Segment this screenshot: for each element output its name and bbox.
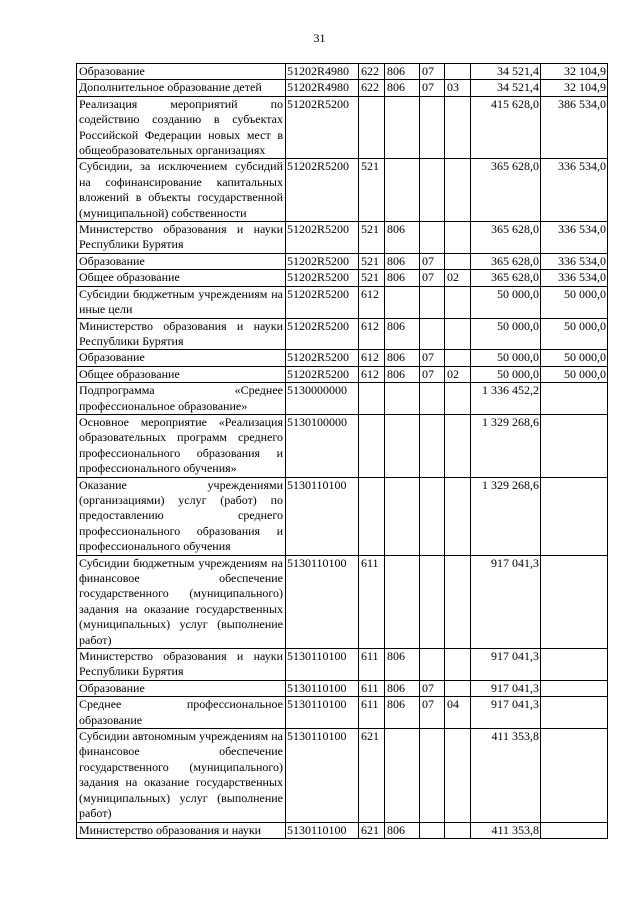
cell-amount-1: 50 000,0: [471, 318, 541, 350]
cell-amount-1: 365 628,0: [471, 159, 541, 222]
cell-amount-1: 917 041,3: [471, 649, 541, 681]
cell-name: Образование: [77, 64, 286, 80]
cell-target-article: 51202R5200: [286, 270, 359, 286]
cell-target-article: 51202R4980: [286, 80, 359, 96]
page-number: 31: [313, 31, 326, 45]
cell-amount-1: 1 329 268,6: [471, 477, 541, 555]
cell-subsection: [445, 477, 471, 555]
cell-expense-type: 521: [359, 222, 385, 254]
cell-administrator: [385, 555, 420, 648]
cell-amount-2: 50 000,0: [541, 318, 608, 350]
cell-expense-type: 612: [359, 350, 385, 366]
cell-target-article: 51202R5200: [286, 350, 359, 366]
table-row: [77, 350, 608, 366]
cell-amount-2: 336 534,0: [541, 270, 608, 286]
cell-amount-1: 365 628,0: [471, 270, 541, 286]
table-row: [77, 64, 608, 80]
cell-amount-1: 1 336 452,2: [471, 383, 541, 415]
cell-subsection: [445, 286, 471, 318]
cell-name: Реализация мероприятий по содействию созданию в субъектах Российской Федерации новых мест в общеобразовательных организациях: [77, 96, 286, 159]
cell-section: [420, 729, 445, 822]
cell-name: Дополнительное образование детей: [77, 80, 286, 96]
cell-expense-type: 521: [359, 253, 385, 269]
cell-section: 07: [420, 80, 445, 96]
table-row: [77, 80, 608, 96]
cell-amount-2: [541, 697, 608, 729]
cell-subsection: [445, 822, 471, 838]
cell-amount-1: 50 000,0: [471, 366, 541, 382]
cell-amount-2: 336 534,0: [541, 159, 608, 222]
cell-amount-1: 34 521,4: [471, 64, 541, 80]
cell-subsection: [445, 680, 471, 696]
cell-target-article: 51202R5200: [286, 96, 359, 159]
table-body: [77, 64, 608, 839]
cell-name: Министерство образования и науки Республики Бурятия: [77, 318, 286, 350]
cell-section: [420, 318, 445, 350]
cell-amount-1: 34 521,4: [471, 80, 541, 96]
cell-amount-2: [541, 680, 608, 696]
table-row: [77, 822, 608, 838]
cell-name: Министерство образования и науки Республики Бурятия: [77, 222, 286, 254]
cell-subsection: 02: [445, 366, 471, 382]
cell-administrator: 806: [385, 649, 420, 681]
cell-name: Образование: [77, 253, 286, 269]
cell-target-article: 5130110100: [286, 649, 359, 681]
cell-administrator: 806: [385, 350, 420, 366]
cell-section: [420, 477, 445, 555]
table-row: [77, 649, 608, 681]
cell-amount-1: 1 329 268,6: [471, 414, 541, 477]
cell-section: 07: [420, 350, 445, 366]
cell-subsection: [445, 649, 471, 681]
cell-amount-2: 50 000,0: [541, 350, 608, 366]
cell-expense-type: 521: [359, 159, 385, 222]
cell-name: Общее образование: [77, 270, 286, 286]
cell-administrator: 806: [385, 270, 420, 286]
cell-expense-type: 622: [359, 64, 385, 80]
cell-amount-2: 336 534,0: [541, 253, 608, 269]
cell-administrator: [385, 383, 420, 415]
cell-amount-1: 50 000,0: [471, 286, 541, 318]
cell-administrator: [385, 96, 420, 159]
cell-subsection: [445, 159, 471, 222]
cell-name: Образование: [77, 680, 286, 696]
cell-administrator: 806: [385, 222, 420, 254]
cell-amount-1: 415 628,0: [471, 96, 541, 159]
table-row: [77, 222, 608, 254]
cell-section: 07: [420, 64, 445, 80]
cell-subsection: [445, 253, 471, 269]
cell-section: 07: [420, 697, 445, 729]
cell-subsection: [445, 383, 471, 415]
cell-administrator: [385, 414, 420, 477]
cell-name: Среднее профессиональное образование: [77, 697, 286, 729]
cell-name: Министерство образования и науки Республики Бурятия: [77, 649, 286, 681]
cell-amount-2: 32 104,9: [541, 64, 608, 80]
cell-expense-type: 612: [359, 318, 385, 350]
cell-name: Субсидии бюджетным учреждениям на финансовое обеспечение государственного (муниципального) задания на оказание государственных (муниципальных) услуг (выполнение работ): [77, 555, 286, 648]
cell-target-article: 51202R5200: [286, 253, 359, 269]
table-row: [77, 318, 608, 350]
cell-amount-1: 917 041,3: [471, 697, 541, 729]
cell-expense-type: [359, 96, 385, 159]
cell-amount-2: [541, 477, 608, 555]
cell-expense-type: [359, 383, 385, 415]
table-row: [77, 729, 608, 822]
cell-amount-2: 386 534,0: [541, 96, 608, 159]
cell-section: [420, 555, 445, 648]
cell-target-article: 51202R5200: [286, 366, 359, 382]
cell-section: [420, 414, 445, 477]
cell-amount-2: [541, 555, 608, 648]
cell-expense-type: 612: [359, 286, 385, 318]
cell-administrator: 806: [385, 822, 420, 838]
cell-target-article: 5130110100: [286, 697, 359, 729]
cell-subsection: [445, 64, 471, 80]
cell-target-article: 5130110100: [286, 822, 359, 838]
cell-amount-1: 917 041,3: [471, 680, 541, 696]
cell-administrator: 806: [385, 366, 420, 382]
cell-subsection: 04: [445, 697, 471, 729]
cell-expense-type: [359, 477, 385, 555]
table-row: [77, 270, 608, 286]
table-row: [77, 96, 608, 159]
cell-section: 07: [420, 680, 445, 696]
cell-name: Субсидии, за исключением субсидий на софинансирование капитальных вложений в объекты государственной (муниципальной) собственности: [77, 159, 286, 222]
cell-name: Оказание учреждениями (организациями) услуг (работ) по предоставлению среднего профессионального образования и профессионального обучения: [77, 477, 286, 555]
cell-amount-2: 50 000,0: [541, 286, 608, 318]
table-row: [77, 697, 608, 729]
cell-amount-1: 365 628,0: [471, 222, 541, 254]
cell-target-article: 5130110100: [286, 729, 359, 822]
cell-target-article: 51202R5200: [286, 159, 359, 222]
table-row: [77, 477, 608, 555]
cell-section: [420, 159, 445, 222]
cell-target-article: 51202R5200: [286, 286, 359, 318]
cell-subsection: [445, 555, 471, 648]
cell-amount-2: [541, 729, 608, 822]
cell-name: Образование: [77, 350, 286, 366]
cell-administrator: 806: [385, 318, 420, 350]
cell-name: Субсидии автономным учреждениям на финансовое обеспечение государственного (муниципального) задания на оказание государственных (муниципальных) услуг (выполнение работ): [77, 729, 286, 822]
cell-section: [420, 222, 445, 254]
cell-expense-type: 621: [359, 729, 385, 822]
cell-section: [420, 822, 445, 838]
cell-amount-2: [541, 649, 608, 681]
cell-name: Подпрограмма «Среднее профессиональное образование»: [77, 383, 286, 415]
cell-section: 07: [420, 270, 445, 286]
cell-administrator: 806: [385, 697, 420, 729]
cell-administrator: [385, 729, 420, 822]
cell-expense-type: 521: [359, 270, 385, 286]
cell-administrator: 806: [385, 80, 420, 96]
cell-target-article: 5130110100: [286, 555, 359, 648]
cell-section: [420, 96, 445, 159]
table-row: [77, 414, 608, 477]
cell-subsection: [445, 222, 471, 254]
budget-table: [76, 63, 608, 839]
cell-expense-type: 611: [359, 555, 385, 648]
cell-amount-2: 50 000,0: [541, 366, 608, 382]
cell-target-article: 5130000000: [286, 383, 359, 415]
table-row: [77, 253, 608, 269]
cell-expense-type: 611: [359, 697, 385, 729]
cell-subsection: [445, 350, 471, 366]
cell-target-article: 5130100000: [286, 414, 359, 477]
table-row: [77, 286, 608, 318]
cell-amount-1: 50 000,0: [471, 350, 541, 366]
cell-section: [420, 649, 445, 681]
cell-administrator: 806: [385, 64, 420, 80]
cell-section: 07: [420, 253, 445, 269]
table-row: [77, 159, 608, 222]
cell-target-article: 5130110100: [286, 680, 359, 696]
cell-name: Министерство образования и науки: [77, 822, 286, 838]
cell-administrator: [385, 477, 420, 555]
cell-amount-1: 411 353,8: [471, 822, 541, 838]
cell-subsection: [445, 729, 471, 822]
cell-subsection: 03: [445, 80, 471, 96]
table-row: [77, 680, 608, 696]
cell-expense-type: [359, 414, 385, 477]
cell-target-article: 5130110100: [286, 477, 359, 555]
cell-administrator: [385, 286, 420, 318]
cell-expense-type: 622: [359, 80, 385, 96]
cell-amount-1: 411 353,8: [471, 729, 541, 822]
cell-subsection: [445, 414, 471, 477]
cell-administrator: 806: [385, 680, 420, 696]
cell-name: Общее образование: [77, 366, 286, 382]
cell-amount-1: 365 628,0: [471, 253, 541, 269]
cell-amount-2: [541, 822, 608, 838]
cell-section: [420, 383, 445, 415]
cell-subsection: [445, 318, 471, 350]
cell-section: [420, 286, 445, 318]
cell-amount-2: 336 534,0: [541, 222, 608, 254]
cell-expense-type: 612: [359, 366, 385, 382]
cell-target-article: 51202R5200: [286, 222, 359, 254]
cell-administrator: [385, 159, 420, 222]
table-row: [77, 366, 608, 382]
cell-expense-type: 611: [359, 680, 385, 696]
cell-target-article: 51202R5200: [286, 318, 359, 350]
table-row: [77, 555, 608, 648]
cell-section: 07: [420, 366, 445, 382]
cell-amount-2: 32 104,9: [541, 80, 608, 96]
cell-target-article: 51202R4980: [286, 64, 359, 80]
cell-subsection: [445, 96, 471, 159]
cell-subsection: 02: [445, 270, 471, 286]
cell-amount-2: [541, 414, 608, 477]
cell-amount-2: [541, 383, 608, 415]
cell-administrator: 806: [385, 253, 420, 269]
cell-expense-type: 621: [359, 822, 385, 838]
cell-name: Основное мероприятие «Реализация образовательных программ среднего профессионального образования и профессионального обучения»: [77, 414, 286, 477]
cell-amount-1: 917 041,3: [471, 555, 541, 648]
cell-expense-type: 611: [359, 649, 385, 681]
cell-name: Субсидии бюджетным учреждениям на иные цели: [77, 286, 286, 318]
table-row: [77, 383, 608, 415]
